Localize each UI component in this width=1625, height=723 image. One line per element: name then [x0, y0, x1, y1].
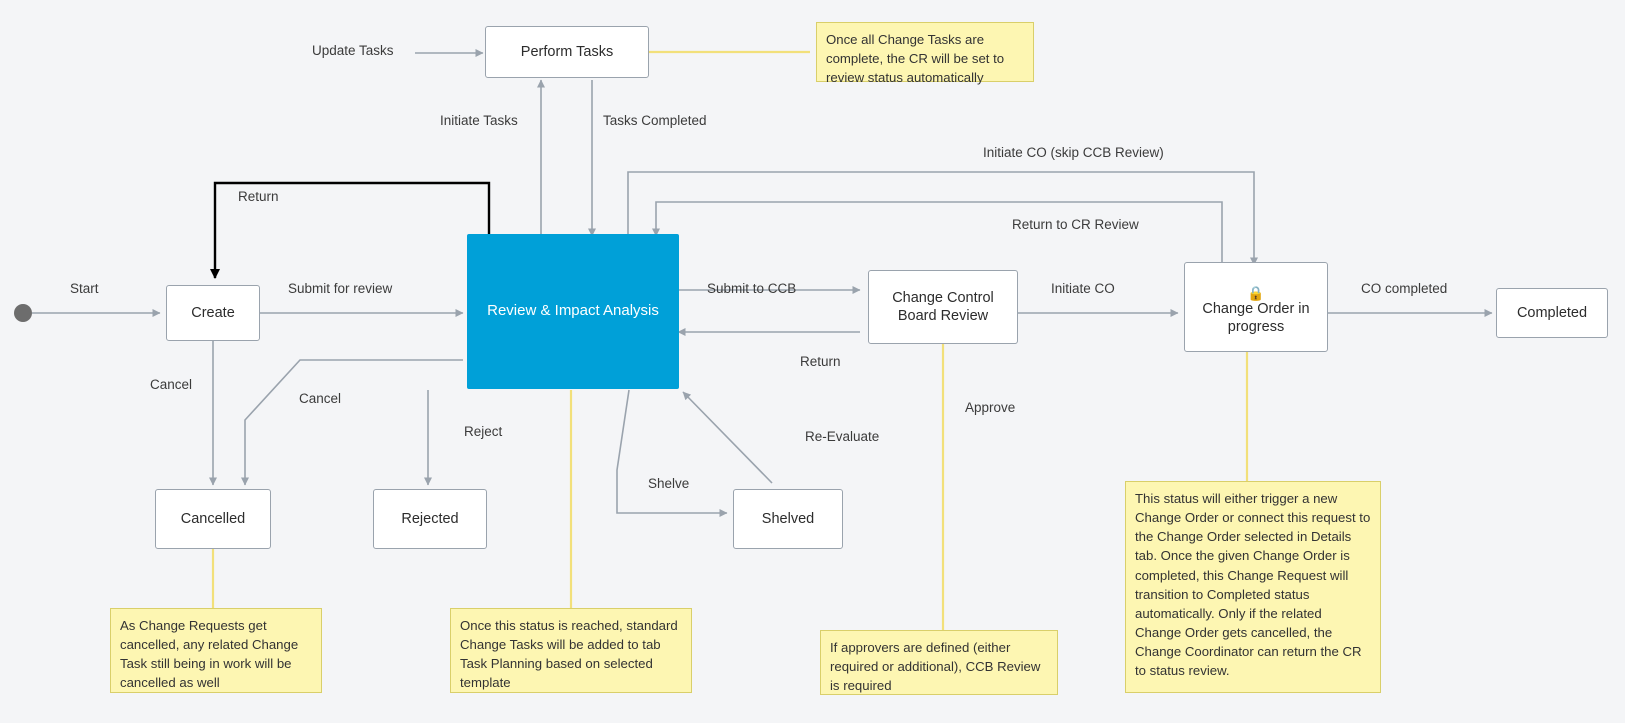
node-completed[interactable] [1496, 288, 1608, 338]
node-shelved-label: Shelved [761, 510, 815, 527]
node-perform-tasks-label: Perform Tasks [520, 43, 614, 60]
edge-label-tasks-completed: Tasks Completed [603, 113, 707, 128]
note-change-order: This status will either trigger a new Change Order or connect this request to the Change Order selected in Details tab. Once the given Change Order is completed, this Change Request will transition to Completed status automatically. Only if the related Change Order gets cancelled, the Change Coordinator can return the CR to status review. [1125, 481, 1381, 693]
edge-label-re-evaluate: Re-Evaluate [805, 429, 880, 444]
note-ccb: If approvers are defined (either required or additional), CCB Review is required [820, 630, 1058, 695]
node-create-label: Create [191, 304, 235, 321]
edge-label-cancel-review: Cancel [299, 391, 342, 406]
node-review-impact-analysis[interactable] [467, 234, 679, 389]
node-change-order-in-progress[interactable] [1184, 262, 1328, 352]
note-cancelled: As Change Requests get cancelled, any related Change Task still being in work will be cancelled as well [110, 608, 322, 693]
edge-label-submit-for-review: Submit for review [288, 281, 393, 296]
node-create[interactable] [166, 285, 260, 341]
edge-label-approve: Approve [965, 400, 1016, 415]
edge-label-return-ccb: Return [800, 354, 841, 369]
edge-label-co-completed: CO completed [1361, 281, 1448, 296]
node-change-control-board-review[interactable] [868, 270, 1018, 344]
edge-label-reject: Reject [464, 424, 503, 439]
edge-label-return-to-cr-review: Return to CR Review [1012, 217, 1139, 232]
edge-label-update-tasks: Update Tasks [312, 43, 394, 58]
note-review: Once this status is reached, standard Change Tasks will be added to tab Task Planning based on selected template [450, 608, 692, 693]
node-cancelled-label: Cancelled [180, 510, 246, 527]
node-cancelled[interactable] [155, 489, 271, 549]
edge-label-initiate-co: Initiate CO [1051, 281, 1115, 296]
edge-label-initiate-tasks: Initiate Tasks [440, 113, 518, 128]
node-shelved[interactable] [733, 489, 843, 549]
edge-label-submit-to-ccb: Submit to CCB [707, 281, 797, 296]
note-perform-tasks: Once all Change Tasks are complete, the CR will be set to review status automatically [816, 22, 1034, 82]
edge-label-shelve: Shelve [648, 476, 690, 491]
edge-label-cancel-create: Cancel [150, 377, 193, 392]
node-change-order-label: Change Order in progress [1202, 300, 1310, 335]
node-review-label: Review & Impact Analysis [487, 302, 659, 320]
start-node [14, 304, 32, 322]
lock-icon: 🔒 [1247, 285, 1265, 301]
edge-label-return-top: Return [238, 189, 279, 204]
node-perform-tasks[interactable] [485, 26, 649, 78]
node-rejected[interactable] [373, 489, 487, 549]
node-rejected-label: Rejected [401, 510, 459, 527]
node-completed-label: Completed [1516, 304, 1588, 321]
edge-label-start: Start [70, 281, 99, 296]
node-ccb-label: Change Control Board Review [892, 289, 994, 324]
edge-label-initiate-co-skip: Initiate CO (skip CCB Review) [983, 145, 1164, 160]
